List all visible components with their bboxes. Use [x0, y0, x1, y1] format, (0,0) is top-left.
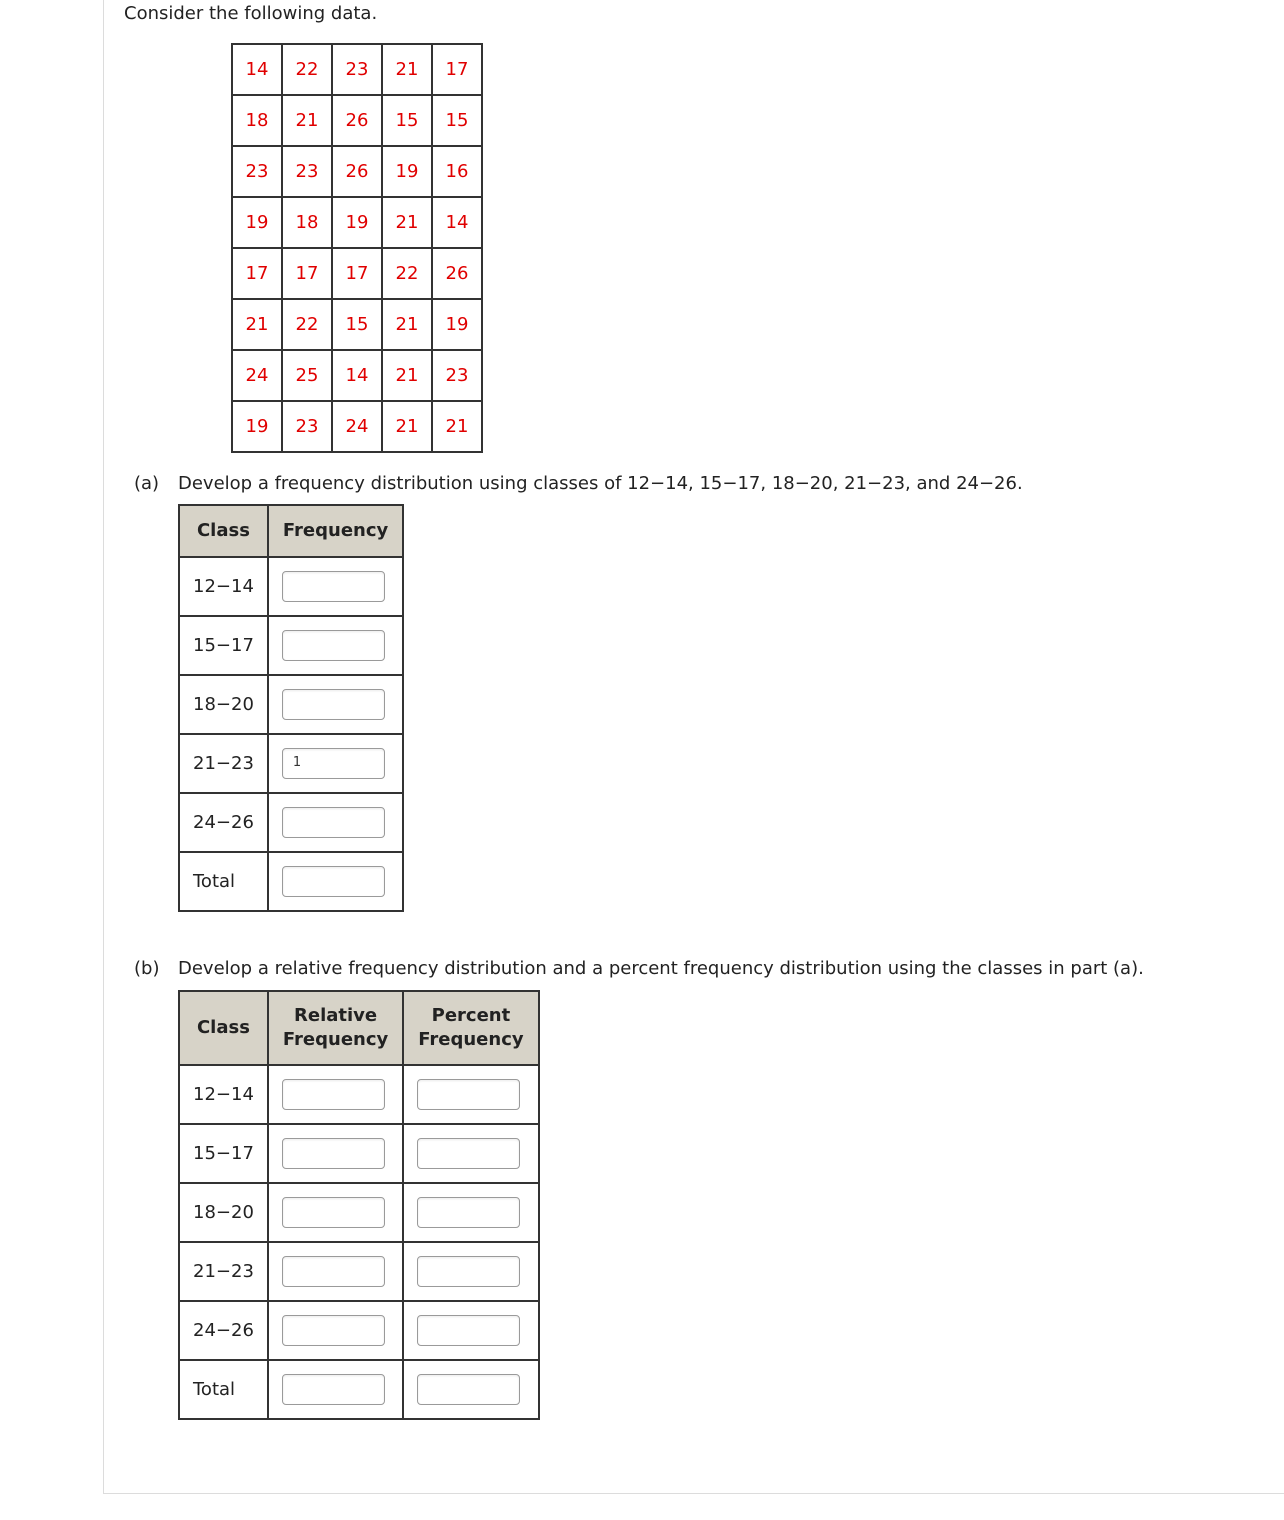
- class-label: Total: [179, 852, 268, 911]
- part-b-label: (b): [134, 958, 160, 979]
- table-row: [179, 793, 403, 852]
- data-cell: 17: [332, 248, 382, 299]
- data-cell: 24: [332, 401, 382, 452]
- data-cell: 24: [232, 350, 282, 401]
- data-cell: 16: [432, 146, 482, 197]
- data-cell: 19: [382, 146, 432, 197]
- relative-frequency-input[interactable]: [282, 1079, 385, 1110]
- data-cell: 15: [432, 95, 482, 146]
- relative-frequency-input[interactable]: [282, 1315, 385, 1346]
- data-cell: 21: [382, 44, 432, 95]
- data-cell: 19: [232, 197, 282, 248]
- relative-frequency-input[interactable]: [282, 1197, 385, 1228]
- class-label: Total: [179, 1360, 268, 1419]
- table-row: [179, 734, 403, 793]
- data-cell: 21: [282, 95, 332, 146]
- data-cell: 23: [332, 44, 382, 95]
- part-a-question: [134, 473, 1023, 494]
- class-label: 12−14: [179, 557, 268, 616]
- relative-header-line1: Relative: [294, 1005, 378, 1026]
- class-label: 18−20: [179, 1183, 268, 1242]
- frequency-table: [178, 504, 404, 912]
- table-row: [179, 675, 403, 734]
- data-cell: 14: [432, 197, 482, 248]
- data-cell: 25: [282, 350, 332, 401]
- frequency-cell: [268, 557, 403, 616]
- data-cell: 22: [382, 248, 432, 299]
- data-cell: 23: [232, 146, 282, 197]
- class-label: 15−17: [179, 1124, 268, 1183]
- data-cell: 17: [232, 248, 282, 299]
- data-cell: 21: [382, 401, 432, 452]
- relative-frequency-cell: [268, 1301, 403, 1360]
- data-cell: 14: [232, 44, 282, 95]
- relative-frequency-cell: [268, 1242, 403, 1301]
- table-row: [179, 616, 403, 675]
- frequency-header: Frequency: [268, 505, 403, 557]
- data-cell: 23: [282, 401, 332, 452]
- intro-text: Consider the following data.: [124, 3, 378, 24]
- data-row: [232, 350, 482, 401]
- percent-frequency-input[interactable]: [417, 1197, 520, 1228]
- data-cell: 21: [382, 350, 432, 401]
- percent-frequency-cell: [403, 1242, 538, 1301]
- part-b-text: Develop a relative frequency distribution and a percent frequency distribution using the classes in part (a).: [178, 958, 1144, 979]
- percent-frequency-input[interactable]: [417, 1315, 520, 1346]
- relative-percent-table: [178, 990, 540, 1420]
- table-row: [179, 852, 403, 911]
- percent-frequency-cell: [403, 1301, 538, 1360]
- data-row: [232, 95, 482, 146]
- data-cell: 26: [332, 146, 382, 197]
- data-cell: 17: [282, 248, 332, 299]
- frequency-input[interactable]: 1: [282, 748, 385, 779]
- frequency-cell: [268, 852, 403, 911]
- data-cell: 23: [432, 350, 482, 401]
- class-label: 24−26: [179, 1301, 268, 1360]
- data-cell: 26: [432, 248, 482, 299]
- data-row: [232, 44, 482, 95]
- relative-frequency-input[interactable]: [282, 1374, 385, 1405]
- data-cell: 26: [332, 95, 382, 146]
- class-label: 18−20: [179, 675, 268, 734]
- percent-frequency-header: [403, 991, 538, 1065]
- relative-frequency-input[interactable]: [282, 1256, 385, 1287]
- table-row: [179, 557, 403, 616]
- class-label: 12−14: [179, 1065, 268, 1124]
- relative-frequency-cell: [268, 1065, 403, 1124]
- data-cell: 21: [382, 299, 432, 350]
- frequency-cell: [268, 616, 403, 675]
- data-cell: 22: [282, 44, 332, 95]
- data-cell: 15: [382, 95, 432, 146]
- table-row: [179, 1360, 539, 1419]
- percent-frequency-input[interactable]: [417, 1256, 520, 1287]
- data-row: [232, 401, 482, 452]
- data-row: [232, 146, 482, 197]
- frequency-input[interactable]: [282, 630, 385, 661]
- table-row: [179, 1183, 539, 1242]
- percent-frequency-input[interactable]: [417, 1138, 520, 1169]
- frequency-input[interactable]: [282, 689, 385, 720]
- data-cell: 19: [232, 401, 282, 452]
- frequency-cell: [268, 734, 403, 793]
- table-row: [179, 1242, 539, 1301]
- frequency-input[interactable]: [282, 571, 385, 602]
- data-row: [232, 299, 482, 350]
- class-header: Class: [179, 505, 268, 557]
- part-a-text: Develop a frequency distribution using classes of 12−14, 15−17, 18−20, 21−23, and 24−26.: [178, 473, 1023, 494]
- data-row: [232, 197, 482, 248]
- data-cell: 17: [432, 44, 482, 95]
- part-a-label: (a): [134, 473, 160, 494]
- data-cell: 19: [432, 299, 482, 350]
- data-table: [231, 43, 483, 453]
- frequency-cell: [268, 793, 403, 852]
- class-label: 15−17: [179, 616, 268, 675]
- class-header: Class: [179, 991, 268, 1065]
- percent-frequency-input[interactable]: [417, 1079, 520, 1110]
- percent-frequency-cell: [403, 1065, 538, 1124]
- relative-frequency-input[interactable]: [282, 1138, 385, 1169]
- relative-frequency-header: [268, 991, 403, 1065]
- data-cell: 21: [382, 197, 432, 248]
- data-cell: 22: [282, 299, 332, 350]
- relative-header-line2: Frequency: [282, 1029, 389, 1050]
- table-row: [179, 1301, 539, 1360]
- data-cell: 19: [332, 197, 382, 248]
- data-cell: 18: [282, 197, 332, 248]
- data-cell: 23: [282, 146, 332, 197]
- frequency-input[interactable]: [282, 807, 385, 838]
- class-label: 24−26: [179, 793, 268, 852]
- relative-frequency-cell: [268, 1183, 403, 1242]
- percent-frequency-input[interactable]: [417, 1374, 520, 1405]
- data-cell: 14: [332, 350, 382, 401]
- percent-header-line1: Percent: [431, 1005, 511, 1026]
- data-cell: 21: [232, 299, 282, 350]
- relative-frequency-cell: [268, 1124, 403, 1183]
- relative-frequency-cell: [268, 1360, 403, 1419]
- percent-header-line2: Frequency: [418, 1029, 524, 1050]
- class-label: 21−23: [179, 734, 268, 793]
- percent-frequency-cell: [403, 1360, 538, 1419]
- frequency-input[interactable]: [282, 866, 385, 897]
- table-row: [179, 1124, 539, 1183]
- data-cell: 15: [332, 299, 382, 350]
- percent-frequency-cell: [403, 1124, 538, 1183]
- frequency-cell: [268, 675, 403, 734]
- data-row: [232, 248, 482, 299]
- percent-frequency-cell: [403, 1183, 538, 1242]
- data-cell: 21: [432, 401, 482, 452]
- data-cell: 18: [232, 95, 282, 146]
- part-b-question: [134, 958, 1144, 979]
- table-row: [179, 1065, 539, 1124]
- class-label: 21−23: [179, 1242, 268, 1301]
